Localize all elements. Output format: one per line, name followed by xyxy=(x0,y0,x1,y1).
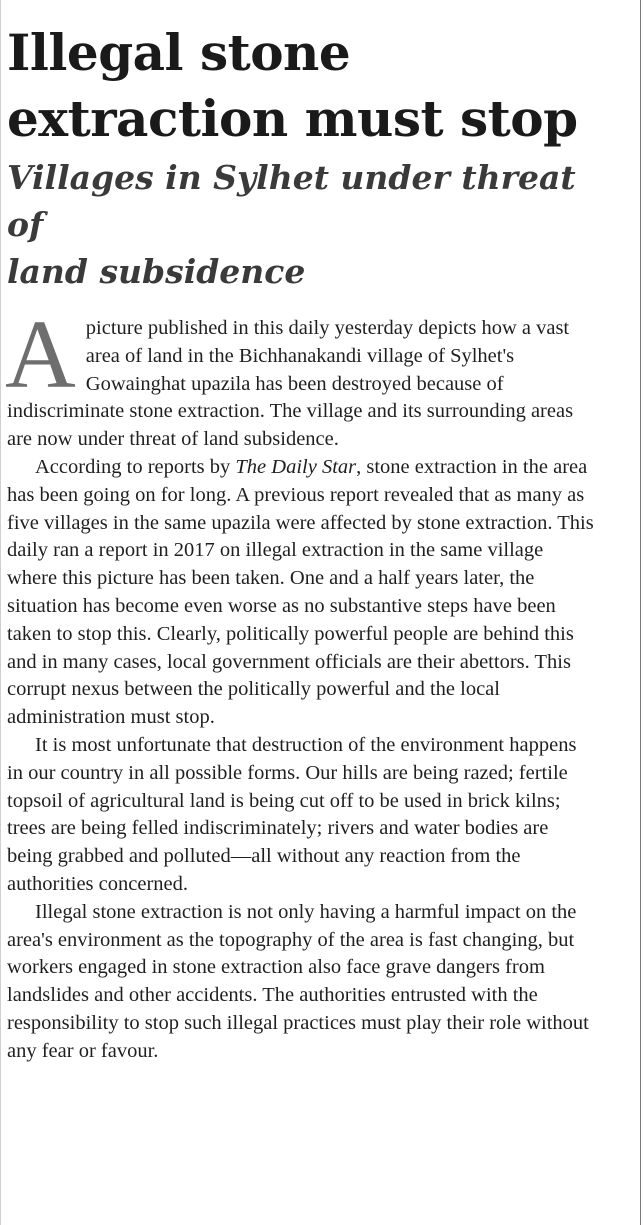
paragraph-2 xyxy=(7,454,597,732)
headline-line-1: Illegal stone xyxy=(7,23,351,82)
paragraph-1-text: picture published in this daily yesterday depicts how a vast area of land in the Bichhanakandi village of Sylhet's Gowainghat upazila has been destroyed because of indiscriminate stone extraction. The village and its surrounding areas are now under threat of land subsidence. xyxy=(7,317,574,451)
left-border xyxy=(0,0,1,1225)
paragraph-2-prefix: According to reports by xyxy=(35,455,236,478)
subheadline-line-2: land subsidence xyxy=(7,252,306,291)
drop-cap: A xyxy=(5,301,76,409)
headline-line-2: extraction must stop xyxy=(7,89,578,148)
article-body xyxy=(5,301,597,1066)
paragraph-2-text: , stone extraction in the area has been going on for long. A previous report revealed that as many as five villages in the same upazila were affected by stone extraction. This daily ran a report in 2017 on illegal extraction in the same village where this picture has been taken. One and a half years later, the situation has become even worse as no substantive steps have been taken to stop this. Clearly, politically powerful people are behind this and in many cases, local government officials are their abettors. This corrupt nexus between the politically powerful and the local administration must stop. xyxy=(7,455,594,729)
paragraph-3: It is most unfortunate that destruction of the environment happens in our country in all possible forms. Our hills are being razed; fertile topsoil of agricultural land is being cut off to be used in brick kilns; trees are being felled indiscriminately; rivers and water bodies are being grabbed and polluted—all without any reaction from the authorities concerned. xyxy=(7,733,577,895)
publication-name: The Daily Star xyxy=(235,455,357,478)
paragraph-1 xyxy=(5,301,597,454)
subheadline-line-1: Villages in Sylhet under threat of xyxy=(7,158,576,244)
headline xyxy=(7,20,597,152)
subheadline xyxy=(7,154,597,295)
paragraph-4: Illegal stone extraction is not only having a harmful impact on the area's environment as the topography of the area is fast changing, but workers engaged in stone extraction also face grave dangers from landslides and other accidents. The authorities entrusted with the responsibility to stop such illegal practices must play their role without any fear or favour. xyxy=(7,900,589,1062)
column-rule xyxy=(640,0,641,1225)
editorial-article xyxy=(7,20,597,1066)
